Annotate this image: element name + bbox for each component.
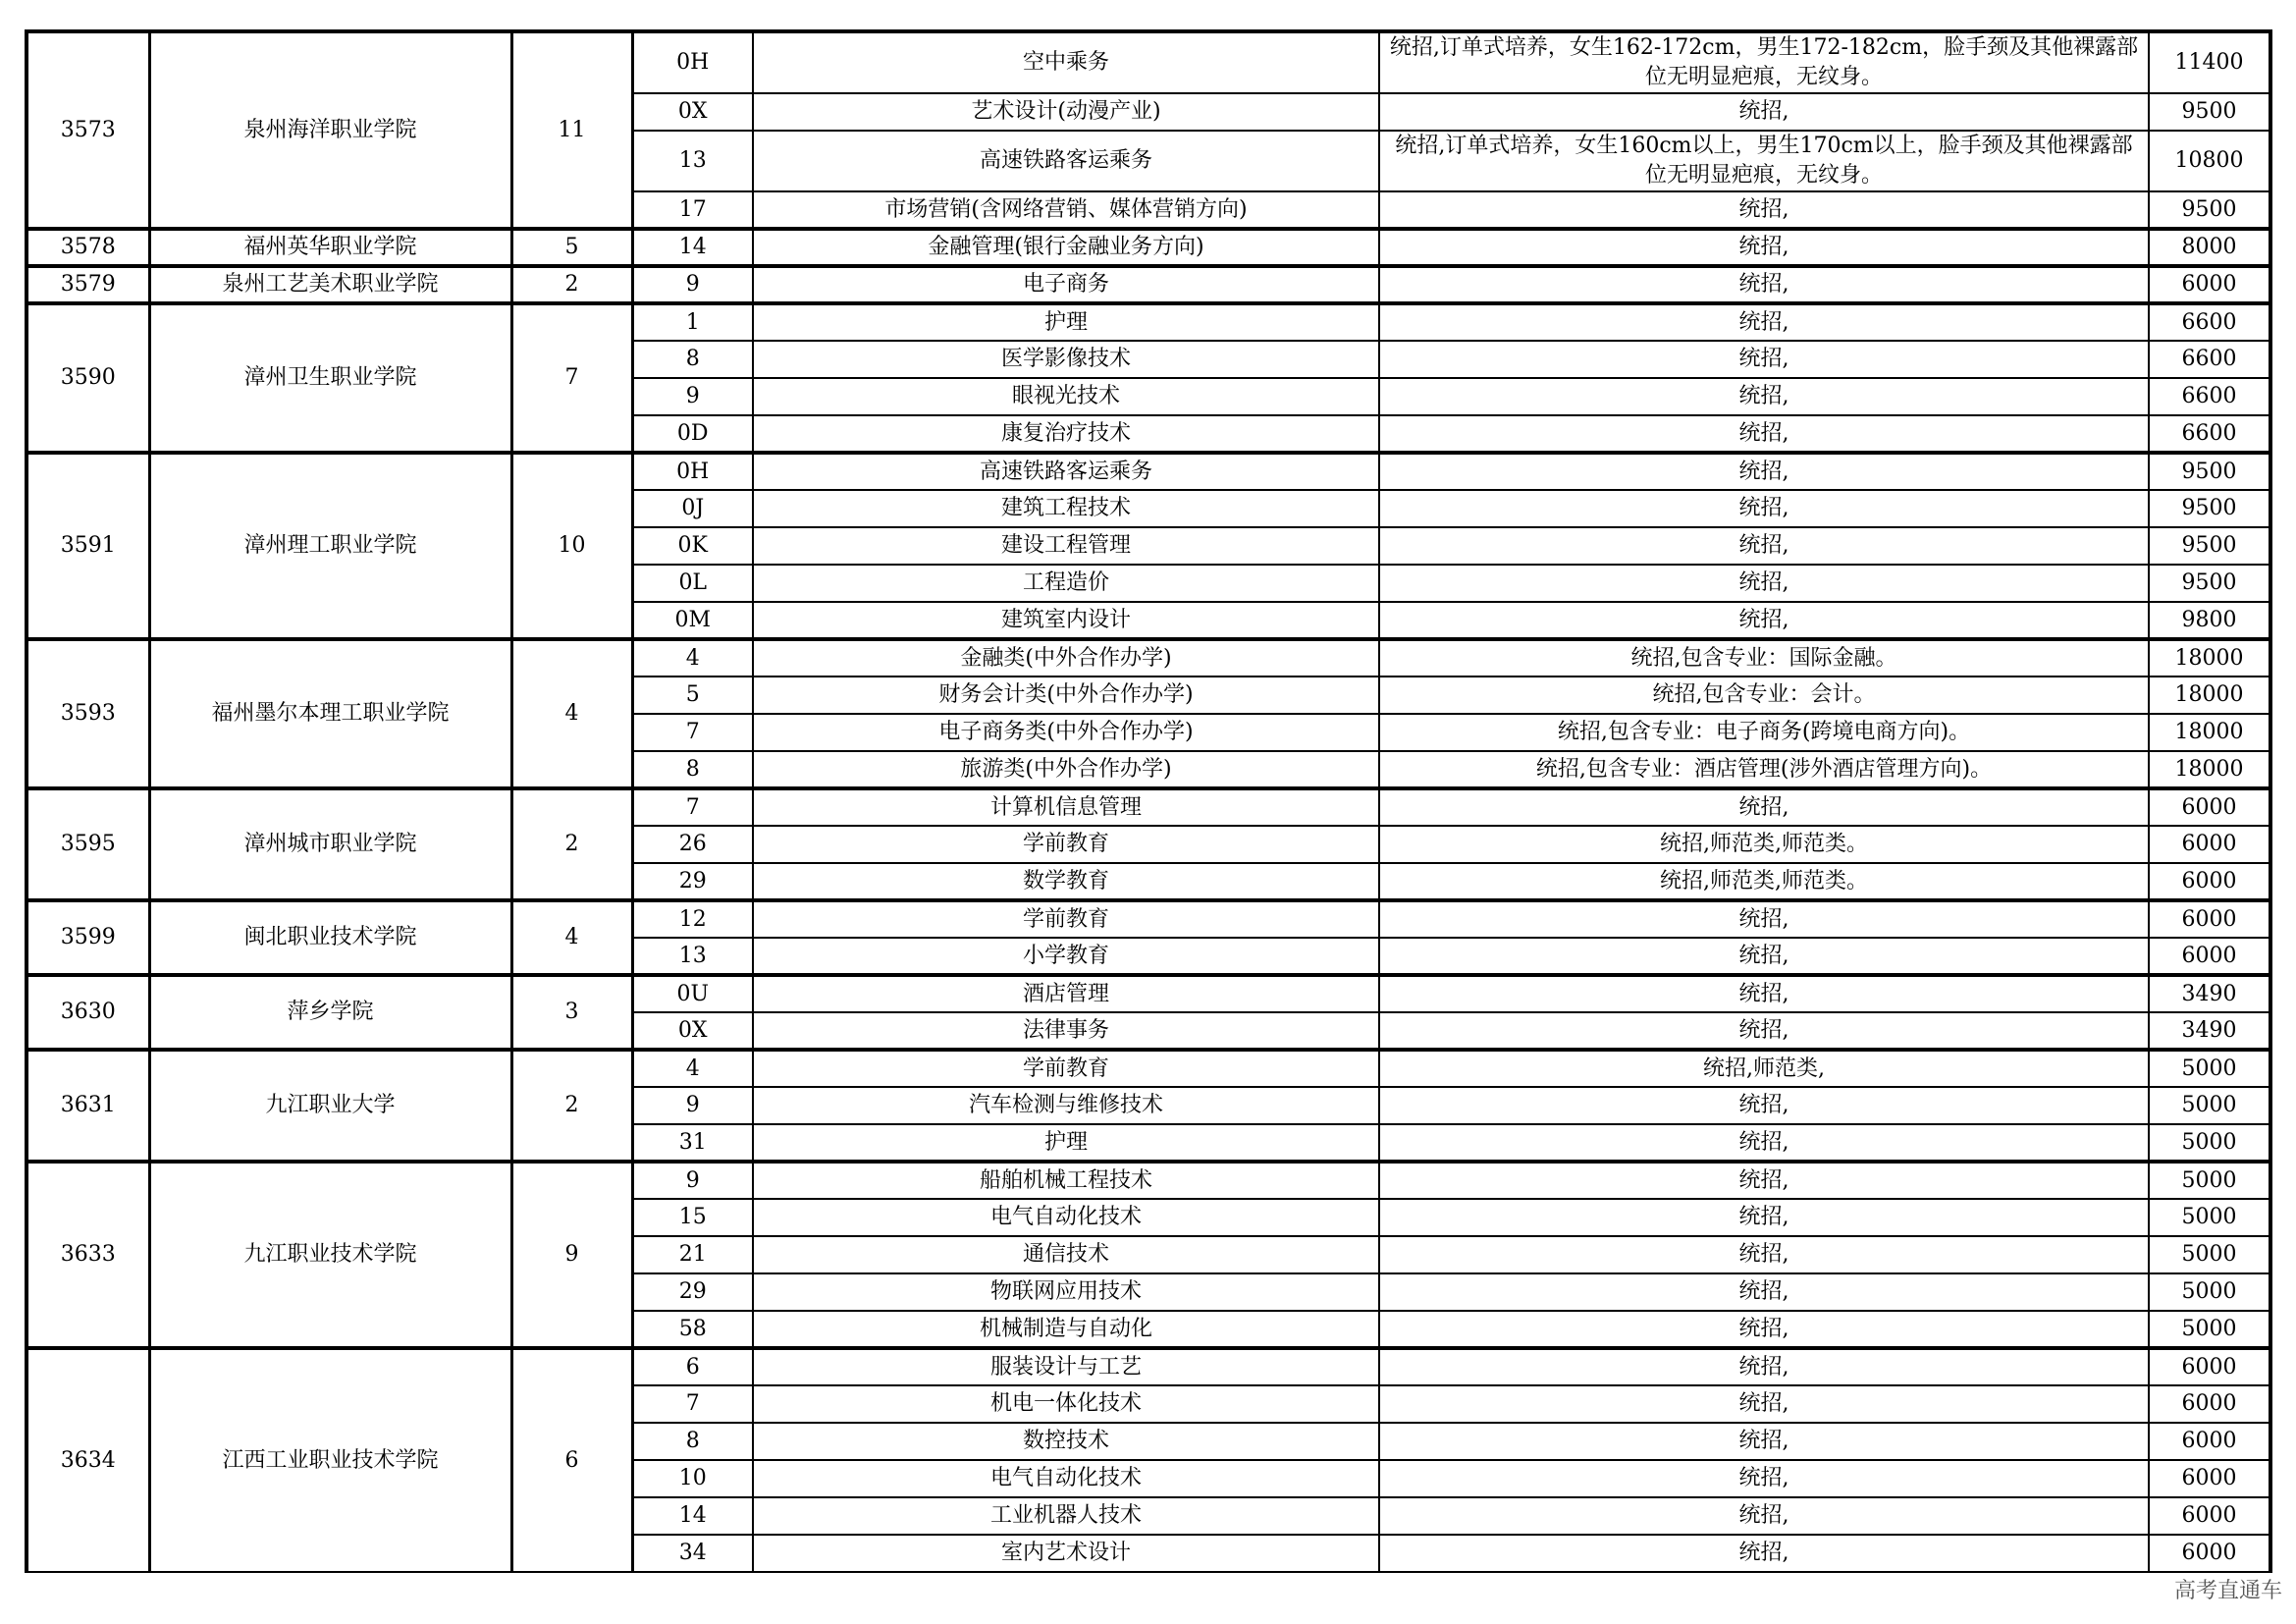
table-row xyxy=(27,975,2270,1012)
tuition-fee-cell: 9500 xyxy=(2149,565,2270,602)
school-code-cell: 3578 xyxy=(27,229,149,266)
note-cell: 统招, xyxy=(1379,1236,2149,1273)
tuition-fee-cell: 9500 xyxy=(2149,93,2270,131)
note-cell: 统招, xyxy=(1379,1423,2149,1460)
major-code-cell: 29 xyxy=(632,1273,753,1311)
school-name-cell: 江西工业职业技术学院 xyxy=(149,1348,511,1572)
major-name-cell: 建筑工程技术 xyxy=(753,490,1379,527)
tuition-fee-cell: 6600 xyxy=(2149,303,2270,341)
plan-count-cell: 3 xyxy=(511,975,632,1050)
tuition-fee-cell: 6000 xyxy=(2149,788,2270,826)
major-name-cell: 建筑室内设计 xyxy=(753,602,1379,639)
plan-count-cell: 2 xyxy=(511,788,632,900)
major-code-cell: 9 xyxy=(632,1162,753,1199)
watermark-text: 高考直通车 xyxy=(2173,1579,2282,1603)
tuition-fee-cell: 18000 xyxy=(2149,751,2270,788)
note-cell: 统招, xyxy=(1379,490,2149,527)
note-cell: 统招, xyxy=(1379,1348,2149,1385)
tuition-fee-cell: 6000 xyxy=(2149,826,2270,863)
admission-table xyxy=(25,29,2272,1573)
plan-count-cell: 7 xyxy=(511,303,632,453)
school-name-cell: 泉州工艺美术职业学院 xyxy=(149,266,511,303)
major-name-cell: 护理 xyxy=(753,303,1379,341)
note-cell: 统招,包含专业：电子商务(跨境电商方向)。 xyxy=(1379,714,2149,751)
school-name-cell: 福州墨尔本理工职业学院 xyxy=(149,639,511,788)
plan-count-cell: 6 xyxy=(511,1348,632,1572)
note-cell: 统招,订单式培养，女生162-172cm，男生172-182cm，脸手颈及其他裸露部位无明显疤痕，无纹身。 xyxy=(1379,31,2149,93)
tuition-fee-cell: 9500 xyxy=(2149,527,2270,565)
table-row xyxy=(27,1162,2270,1199)
major-code-cell: 0H xyxy=(632,453,753,490)
major-name-cell: 服装设计与工艺 xyxy=(753,1348,1379,1385)
school-code-cell: 3593 xyxy=(27,639,149,788)
major-name-cell: 工程造价 xyxy=(753,565,1379,602)
tuition-fee-cell: 6600 xyxy=(2149,341,2270,378)
note-cell: 统招,包含专业：国际金融。 xyxy=(1379,639,2149,677)
major-code-cell: 9 xyxy=(632,1087,753,1124)
major-code-cell: 9 xyxy=(632,266,753,303)
major-code-cell: 8 xyxy=(632,751,753,788)
major-name-cell: 高速铁路客运乘务 xyxy=(753,131,1379,191)
plan-count-cell: 9 xyxy=(511,1162,632,1348)
major-name-cell: 物联网应用技术 xyxy=(753,1273,1379,1311)
note-cell: 统招, xyxy=(1379,938,2149,975)
tuition-fee-cell: 6000 xyxy=(2149,1497,2270,1535)
school-name-cell: 闽北职业技术学院 xyxy=(149,900,511,975)
major-code-cell: 0X xyxy=(632,93,753,131)
tuition-fee-cell: 6000 xyxy=(2149,863,2270,900)
note-cell: 统招, xyxy=(1379,602,2149,639)
tuition-fee-cell: 18000 xyxy=(2149,714,2270,751)
major-code-cell: 58 xyxy=(632,1311,753,1348)
note-cell: 统招, xyxy=(1379,1012,2149,1050)
table-row xyxy=(27,303,2270,341)
school-code-cell: 3630 xyxy=(27,975,149,1050)
plan-count-cell: 10 xyxy=(511,453,632,639)
major-name-cell: 机电一体化技术 xyxy=(753,1385,1379,1423)
major-name-cell: 酒店管理 xyxy=(753,975,1379,1012)
plan-count-cell: 5 xyxy=(511,229,632,266)
school-name-cell: 漳州城市职业学院 xyxy=(149,788,511,900)
tuition-fee-cell: 6000 xyxy=(2149,1385,2270,1423)
tuition-fee-cell: 6000 xyxy=(2149,900,2270,938)
major-code-cell: 0U xyxy=(632,975,753,1012)
school-name-cell: 漳州理工职业学院 xyxy=(149,453,511,639)
tuition-fee-cell: 6000 xyxy=(2149,1348,2270,1385)
note-cell: 统招, xyxy=(1379,565,2149,602)
admission-table-body xyxy=(27,31,2270,1572)
major-name-cell: 护理 xyxy=(753,1124,1379,1162)
school-code-cell: 3633 xyxy=(27,1162,149,1348)
major-name-cell: 计算机信息管理 xyxy=(753,788,1379,826)
tuition-fee-cell: 6000 xyxy=(2149,938,2270,975)
tuition-fee-cell: 11400 xyxy=(2149,31,2270,93)
major-code-cell: 14 xyxy=(632,229,753,266)
major-name-cell: 船舶机械工程技术 xyxy=(753,1162,1379,1199)
note-cell: 统招, xyxy=(1379,975,2149,1012)
tuition-fee-cell: 9500 xyxy=(2149,191,2270,229)
major-code-cell: 7 xyxy=(632,788,753,826)
tuition-fee-cell: 8000 xyxy=(2149,229,2270,266)
tuition-fee-cell: 9500 xyxy=(2149,453,2270,490)
note-cell: 统招, xyxy=(1379,229,2149,266)
note-cell: 统招, xyxy=(1379,341,2149,378)
major-name-cell: 电子商务 xyxy=(753,266,1379,303)
major-code-cell: 8 xyxy=(632,341,753,378)
major-code-cell: 26 xyxy=(632,826,753,863)
major-code-cell: 31 xyxy=(632,1124,753,1162)
major-name-cell: 金融管理(银行金融业务方向) xyxy=(753,229,1379,266)
major-name-cell: 医学影像技术 xyxy=(753,341,1379,378)
major-code-cell: 1 xyxy=(632,303,753,341)
major-name-cell: 机械制造与自动化 xyxy=(753,1311,1379,1348)
school-code-cell: 3634 xyxy=(27,1348,149,1572)
major-name-cell: 学前教育 xyxy=(753,1050,1379,1087)
note-cell: 统招, xyxy=(1379,788,2149,826)
note-cell: 统招,师范类, xyxy=(1379,1050,2149,1087)
note-cell: 统招, xyxy=(1379,527,2149,565)
table-row xyxy=(27,1348,2270,1385)
note-cell: 统招,订单式培养，女生160cm以上，男生170cm以上，脸手颈及其他裸露部位无明显疤痕，无纹身。 xyxy=(1379,131,2149,191)
major-code-cell: 0D xyxy=(632,415,753,453)
table-row xyxy=(27,788,2270,826)
major-name-cell: 眼视光技术 xyxy=(753,378,1379,415)
major-name-cell: 电气自动化技术 xyxy=(753,1460,1379,1497)
major-name-cell: 室内艺术设计 xyxy=(753,1535,1379,1572)
major-code-cell: 34 xyxy=(632,1535,753,1572)
major-code-cell: 6 xyxy=(632,1348,753,1385)
major-code-cell: 4 xyxy=(632,639,753,677)
major-code-cell: 8 xyxy=(632,1423,753,1460)
table-row xyxy=(27,229,2270,266)
major-name-cell: 康复治疗技术 xyxy=(753,415,1379,453)
tuition-fee-cell: 10800 xyxy=(2149,131,2270,191)
table-row xyxy=(27,266,2270,303)
note-cell: 统招, xyxy=(1379,191,2149,229)
tuition-fee-cell: 5000 xyxy=(2149,1199,2270,1236)
major-code-cell: 21 xyxy=(632,1236,753,1273)
tuition-fee-cell: 6000 xyxy=(2149,1423,2270,1460)
tuition-fee-cell: 9800 xyxy=(2149,602,2270,639)
major-name-cell: 空中乘务 xyxy=(753,31,1379,93)
note-cell: 统招, xyxy=(1379,266,2149,303)
major-name-cell: 通信技术 xyxy=(753,1236,1379,1273)
tuition-fee-cell: 6000 xyxy=(2149,1535,2270,1572)
major-code-cell: 0H xyxy=(632,31,753,93)
major-name-cell: 数控技术 xyxy=(753,1423,1379,1460)
note-cell: 统招, xyxy=(1379,1162,2149,1199)
note-cell: 统招, xyxy=(1379,378,2149,415)
major-name-cell: 学前教育 xyxy=(753,826,1379,863)
school-name-cell: 萍乡学院 xyxy=(149,975,511,1050)
major-name-cell: 小学教育 xyxy=(753,938,1379,975)
major-name-cell: 电子商务类(中外合作办学) xyxy=(753,714,1379,751)
major-code-cell: 12 xyxy=(632,900,753,938)
tuition-fee-cell: 6000 xyxy=(2149,1460,2270,1497)
major-name-cell: 旅游类(中外合作办学) xyxy=(753,751,1379,788)
major-name-cell: 电气自动化技术 xyxy=(753,1199,1379,1236)
major-name-cell: 艺术设计(动漫产业) xyxy=(753,93,1379,131)
major-code-cell: 0K xyxy=(632,527,753,565)
school-name-cell: 泉州海洋职业学院 xyxy=(149,31,511,229)
table-row xyxy=(27,453,2270,490)
major-code-cell: 13 xyxy=(632,131,753,191)
school-code-cell: 3590 xyxy=(27,303,149,453)
school-code-cell: 3579 xyxy=(27,266,149,303)
major-code-cell: 14 xyxy=(632,1497,753,1535)
tuition-fee-cell: 6600 xyxy=(2149,415,2270,453)
table-row xyxy=(27,1050,2270,1087)
tuition-fee-cell: 5000 xyxy=(2149,1273,2270,1311)
major-code-cell: 0X xyxy=(632,1012,753,1050)
note-cell: 统招, xyxy=(1379,303,2149,341)
school-name-cell: 漳州卫生职业学院 xyxy=(149,303,511,453)
plan-count-cell: 2 xyxy=(511,266,632,303)
school-code-cell: 3591 xyxy=(27,453,149,639)
tuition-fee-cell: 6000 xyxy=(2149,266,2270,303)
note-cell: 统招, xyxy=(1379,1497,2149,1535)
note-cell: 统招,师范类,师范类。 xyxy=(1379,826,2149,863)
table-row xyxy=(27,639,2270,677)
major-name-cell: 高速铁路客运乘务 xyxy=(753,453,1379,490)
note-cell: 统招, xyxy=(1379,415,2149,453)
plan-count-cell: 4 xyxy=(511,639,632,788)
school-name-cell: 福州英华职业学院 xyxy=(149,229,511,266)
major-name-cell: 学前教育 xyxy=(753,900,1379,938)
major-code-cell: 0M xyxy=(632,602,753,639)
table-row xyxy=(27,31,2270,93)
major-code-cell: 9 xyxy=(632,378,753,415)
note-cell: 统招, xyxy=(1379,1460,2149,1497)
major-name-cell: 市场营销(含网络营销、媒体营销方向) xyxy=(753,191,1379,229)
major-name-cell: 法律事务 xyxy=(753,1012,1379,1050)
major-code-cell: 29 xyxy=(632,863,753,900)
school-code-cell: 3599 xyxy=(27,900,149,975)
note-cell: 统招,包含专业：会计。 xyxy=(1379,677,2149,714)
major-code-cell: 4 xyxy=(632,1050,753,1087)
tuition-fee-cell: 3490 xyxy=(2149,975,2270,1012)
major-code-cell: 15 xyxy=(632,1199,753,1236)
tuition-fee-cell: 9500 xyxy=(2149,490,2270,527)
note-cell: 统招, xyxy=(1379,453,2149,490)
plan-count-cell: 11 xyxy=(511,31,632,229)
major-name-cell: 金融类(中外合作办学) xyxy=(753,639,1379,677)
tuition-fee-cell: 5000 xyxy=(2149,1124,2270,1162)
note-cell: 统招, xyxy=(1379,1199,2149,1236)
major-code-cell: 0L xyxy=(632,565,753,602)
note-cell: 统招, xyxy=(1379,1273,2149,1311)
school-name-cell: 九江职业技术学院 xyxy=(149,1162,511,1348)
major-code-cell: 13 xyxy=(632,938,753,975)
major-code-cell: 17 xyxy=(632,191,753,229)
note-cell: 统招,包含专业：酒店管理(涉外酒店管理方向)。 xyxy=(1379,751,2149,788)
tuition-fee-cell: 5000 xyxy=(2149,1311,2270,1348)
note-cell: 统招, xyxy=(1379,1535,2149,1572)
tuition-fee-cell: 5000 xyxy=(2149,1050,2270,1087)
plan-count-cell: 2 xyxy=(511,1050,632,1162)
note-cell: 统招, xyxy=(1379,1385,2149,1423)
plan-count-cell: 4 xyxy=(511,900,632,975)
major-name-cell: 工业机器人技术 xyxy=(753,1497,1379,1535)
tuition-fee-cell: 5000 xyxy=(2149,1162,2270,1199)
major-code-cell: 5 xyxy=(632,677,753,714)
tuition-fee-cell: 18000 xyxy=(2149,639,2270,677)
major-name-cell: 建设工程管理 xyxy=(753,527,1379,565)
tuition-fee-cell: 3490 xyxy=(2149,1012,2270,1050)
note-cell: 统招,师范类,师范类。 xyxy=(1379,863,2149,900)
note-cell: 统招, xyxy=(1379,900,2149,938)
school-code-cell: 3573 xyxy=(27,31,149,229)
note-cell: 统招, xyxy=(1379,1124,2149,1162)
major-code-cell: 7 xyxy=(632,714,753,751)
major-code-cell: 10 xyxy=(632,1460,753,1497)
major-name-cell: 数学教育 xyxy=(753,863,1379,900)
note-cell: 统招, xyxy=(1379,1311,2149,1348)
tuition-fee-cell: 18000 xyxy=(2149,677,2270,714)
school-code-cell: 3631 xyxy=(27,1050,149,1162)
note-cell: 统招, xyxy=(1379,1087,2149,1124)
major-code-cell: 7 xyxy=(632,1385,753,1423)
major-code-cell: 0J xyxy=(632,490,753,527)
major-name-cell: 财务会计类(中外合作办学) xyxy=(753,677,1379,714)
table-row xyxy=(27,900,2270,938)
tuition-fee-cell: 5000 xyxy=(2149,1236,2270,1273)
school-name-cell: 九江职业大学 xyxy=(149,1050,511,1162)
note-cell: 统招, xyxy=(1379,93,2149,131)
school-code-cell: 3595 xyxy=(27,788,149,900)
tuition-fee-cell: 5000 xyxy=(2149,1087,2270,1124)
major-name-cell: 汽车检测与维修技术 xyxy=(753,1087,1379,1124)
tuition-fee-cell: 6600 xyxy=(2149,378,2270,415)
